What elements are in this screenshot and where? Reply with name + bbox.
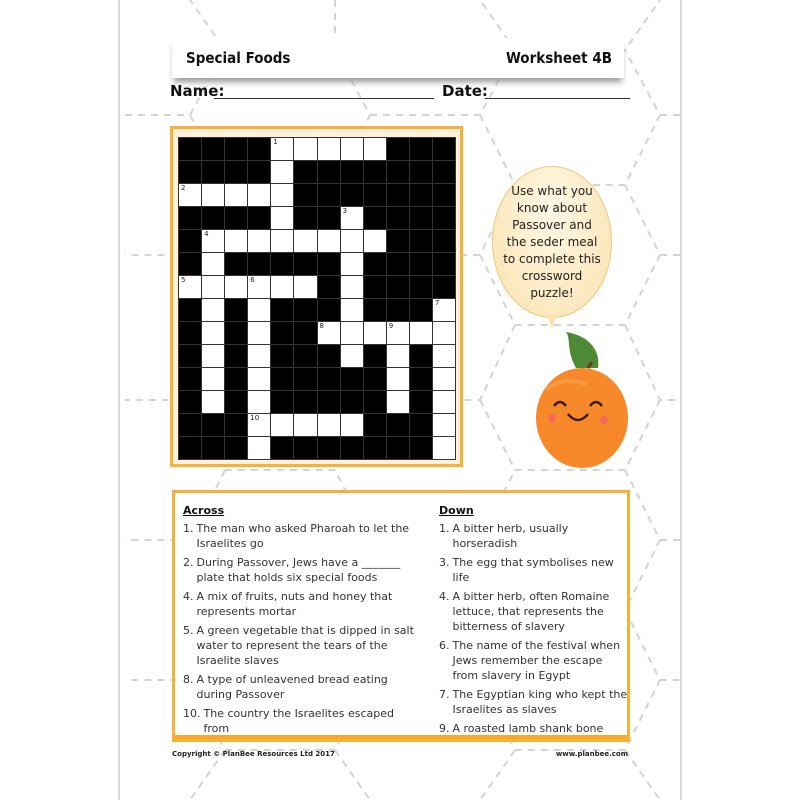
crossword-cell[interactable]: [433, 368, 455, 390]
crossword-block: [364, 207, 386, 229]
crossword-block: [410, 368, 432, 390]
across-clue: [183, 706, 423, 736]
crossword-cell[interactable]: [271, 161, 293, 183]
crossword-block: [225, 414, 247, 436]
clue-num: 1.: [183, 522, 194, 535]
crossword-cell[interactable]: [341, 207, 363, 229]
crossword-block: [410, 184, 432, 206]
crossword-block: [248, 207, 270, 229]
clue-text: The name of the festival when Jews remember the escape from slavery in Egypt: [452, 639, 621, 682]
crossword-block: [248, 161, 270, 183]
clue-text: A mix of fruits, nuts and honey that represents mortar: [196, 590, 393, 618]
crossword-block: [318, 368, 340, 390]
crossword-block: [318, 345, 340, 367]
crossword-block: [341, 184, 363, 206]
crossword-block: [225, 253, 247, 275]
crossword-cell[interactable]: [202, 253, 224, 275]
crossword-cell[interactable]: [179, 184, 201, 206]
crossword-block: [410, 414, 432, 436]
crossword-block: [179, 437, 201, 459]
crossword-block: [179, 391, 201, 413]
crossword-block: [318, 276, 340, 298]
crossword-block: [318, 207, 340, 229]
crossword-block: [294, 161, 316, 183]
crossword-block: [248, 138, 270, 160]
crossword-cell[interactable]: [202, 391, 224, 413]
crossword-block: [271, 391, 293, 413]
crossword-block: [202, 207, 224, 229]
crossword-block: [179, 138, 201, 160]
crossword-block: [294, 253, 316, 275]
crossword-block: [271, 345, 293, 367]
crossword-cell[interactable]: [318, 230, 340, 252]
crossword-cell[interactable]: [341, 414, 363, 436]
crossword-block: [341, 161, 363, 183]
clue-text: The country the Israelites escaped from: [203, 707, 395, 735]
crossword-block: [225, 138, 247, 160]
clue-text: During Passover, Jews have a _______ plate that holds six special foods: [196, 556, 401, 584]
crossword-block: [248, 253, 270, 275]
crossword-block: [179, 230, 201, 252]
across-clue: [183, 589, 423, 619]
crossword-cell[interactable]: [225, 184, 247, 206]
crossword-block: [179, 299, 201, 321]
clue-num: 6.: [439, 639, 450, 652]
crossword-cell[interactable]: [294, 414, 316, 436]
name-date-row: [170, 82, 630, 102]
crossword-block: [318, 299, 340, 321]
across-heading: Across: [183, 504, 225, 517]
crossword-cell[interactable]: [294, 230, 316, 252]
crossword-block: [294, 322, 316, 344]
crossword-block: [294, 184, 316, 206]
clue-num: 4.: [183, 590, 194, 603]
crossword-block: [433, 207, 455, 229]
crossword-cell[interactable]: [341, 345, 363, 367]
crossword-block: [433, 161, 455, 183]
crossword-block: [294, 207, 316, 229]
down-heading: Down: [439, 504, 474, 517]
crossword-block: [364, 391, 386, 413]
crossword-cell[interactable]: [271, 230, 293, 252]
clue-num: 4.: [439, 590, 450, 603]
crossword-block: [202, 414, 224, 436]
speech-bubble-text: Use what you know about Passover and the seder meal to complete this crossword puzzle!: [503, 183, 601, 300]
crossword-cell[interactable]: [248, 345, 270, 367]
crossword-cell[interactable]: [248, 414, 270, 436]
crossword-cell[interactable]: [433, 299, 455, 321]
across-clue: [183, 672, 423, 702]
clue-num: 8.: [183, 673, 194, 686]
clue-number: 9: [388, 322, 394, 330]
crossword-cell[interactable]: [271, 138, 293, 160]
down-clues: [439, 503, 629, 740]
crossword-block: [341, 391, 363, 413]
crossword-cell[interactable]: [294, 276, 316, 298]
worksheet-number: Worksheet 4B: [505, 49, 612, 67]
crossword-block: [225, 207, 247, 229]
crossword-block: [318, 161, 340, 183]
crossword-block: [202, 161, 224, 183]
crossword-block: [433, 276, 455, 298]
crossword-block: [387, 299, 409, 321]
crossword-grid: [178, 137, 456, 460]
peach-character-icon: [526, 330, 636, 470]
crossword-block: [410, 276, 432, 298]
clue-number: 3: [342, 207, 348, 215]
crossword-block: [364, 299, 386, 321]
clue-number: 8: [319, 322, 324, 330]
worksheet-title: Special Foods: [186, 49, 291, 67]
crossword-block: [225, 345, 247, 367]
crossword-block: [364, 437, 386, 459]
crossword-block: [387, 437, 409, 459]
crossword-cell[interactable]: [271, 414, 293, 436]
crossword-block: [387, 414, 409, 436]
crossword-cell[interactable]: [387, 368, 409, 390]
crossword-block: [179, 345, 201, 367]
crossword-block: [387, 184, 409, 206]
crossword-cell[interactable]: [341, 299, 363, 321]
crossword-cell[interactable]: [202, 184, 224, 206]
crossword-block: [225, 368, 247, 390]
crossword-cell[interactable]: [225, 230, 247, 252]
crossword-cell[interactable]: [433, 322, 455, 344]
crossword-cell[interactable]: [202, 345, 224, 367]
crossword-block: [410, 437, 432, 459]
crossword-block: [410, 161, 432, 183]
crossword-block: [179, 322, 201, 344]
crossword-block: [271, 322, 293, 344]
crossword-block: [433, 230, 455, 252]
crossword-block: [179, 414, 201, 436]
clue-text: The Egyptian king who kept the Israelites as slaves: [452, 688, 628, 716]
crossword-block: [364, 184, 386, 206]
crossword-cell[interactable]: [318, 414, 340, 436]
across-clues: [183, 503, 423, 740]
clue-num: 10.: [183, 707, 201, 720]
crossword-block: [410, 207, 432, 229]
crossword-block: [341, 368, 363, 390]
crossword-block: [387, 161, 409, 183]
crossword-cell[interactable]: [387, 345, 409, 367]
crossword-block: [318, 391, 340, 413]
date-label: Date:: [442, 82, 488, 100]
crossword-block: [225, 299, 247, 321]
clue-number: 4: [204, 230, 209, 238]
clue-num: 7.: [439, 688, 450, 701]
crossword-block: [410, 391, 432, 413]
clue-text: A green vegetable that is dipped in salt water to represent the tears of the Israelite slaves: [196, 624, 414, 667]
crossword-block: [225, 161, 247, 183]
crossword-block: [341, 437, 363, 459]
crossword-block: [318, 437, 340, 459]
name-label: Name:: [170, 82, 225, 100]
crossword-block: [318, 253, 340, 275]
name-field[interactable]: [214, 98, 434, 99]
crossword-cell[interactable]: [410, 322, 432, 344]
clue-num: 9.: [439, 722, 450, 735]
crossword-block: [387, 276, 409, 298]
clue-num: 2.: [183, 556, 194, 569]
clue-text: A type of unleavened bread eating during Passover: [196, 673, 388, 701]
crossword-cell[interactable]: [364, 322, 386, 344]
copyright-text: Copyright © PlanBee Resources Ltd 2017: [172, 750, 335, 758]
crossword-cell[interactable]: [271, 276, 293, 298]
clue-text: A bitter herb, usually horseradish: [452, 522, 569, 550]
across-clue: [183, 623, 423, 668]
crossword-cell[interactable]: [364, 138, 386, 160]
crossword-block: [225, 437, 247, 459]
crossword-block: [271, 437, 293, 459]
speech-bubble: [492, 166, 612, 318]
crossword-cell[interactable]: [294, 138, 316, 160]
crossword-cell[interactable]: [202, 322, 224, 344]
clue-num: 5.: [183, 624, 194, 637]
crossword-cell[interactable]: [433, 437, 455, 459]
crossword-block: [271, 299, 293, 321]
crossword-block: [225, 391, 247, 413]
clue-num: 3.: [439, 556, 450, 569]
crossword-block: [364, 253, 386, 275]
crossword-block: [364, 345, 386, 367]
crossword-cell[interactable]: [248, 322, 270, 344]
crossword-block: [387, 230, 409, 252]
crossword-block: [294, 368, 316, 390]
crossword-block: [294, 437, 316, 459]
crossword-cell[interactable]: [387, 322, 409, 344]
crossword-cell[interactable]: [248, 299, 270, 321]
crossword-block: [364, 161, 386, 183]
website-link[interactable]: www.planbee.com: [555, 750, 628, 758]
crossword-block: [271, 253, 293, 275]
crossword-block: [179, 207, 201, 229]
crossword-block: [271, 368, 293, 390]
crossword-block: [387, 138, 409, 160]
clue-number: 10: [250, 414, 260, 422]
clue-text: The man who asked Pharoah to let the Israelites go: [196, 522, 410, 550]
down-clue: [439, 721, 629, 736]
crossword-cell[interactable]: [248, 276, 270, 298]
crossword-block: [294, 391, 316, 413]
worksheet-header: [172, 38, 624, 78]
crossword-cell[interactable]: [318, 322, 340, 344]
crossword-block: [202, 138, 224, 160]
clue-number: 7: [434, 299, 440, 307]
crossword-block: [410, 230, 432, 252]
crossword-block: [410, 299, 432, 321]
crossword-cell[interactable]: [364, 230, 386, 252]
clue-text: The egg that symbolises new life: [452, 556, 614, 584]
down-clue: [439, 589, 629, 634]
crossword-cell[interactable]: [202, 299, 224, 321]
clues-box: [172, 490, 630, 742]
down-clue: [439, 638, 629, 683]
down-clue: [439, 521, 629, 551]
crossword-block: [433, 253, 455, 275]
crossword-cell[interactable]: [341, 230, 363, 252]
crossword-cell[interactable]: [202, 230, 224, 252]
crossword-block: [179, 368, 201, 390]
crossword-cell[interactable]: [271, 207, 293, 229]
clue-number: 5: [181, 276, 186, 284]
crossword-cell[interactable]: [179, 276, 201, 298]
crossword-cell[interactable]: [202, 276, 224, 298]
crossword-block: [179, 161, 201, 183]
crossword-block: [225, 322, 247, 344]
crossword-cell[interactable]: [341, 322, 363, 344]
crossword-block: [433, 184, 455, 206]
crossword-block: [387, 253, 409, 275]
clue-number: 1: [273, 138, 278, 146]
clue-text: A bitter herb, often Romaine lettuce, that represents the bitterness of slavery: [452, 590, 610, 633]
crossword-cell[interactable]: [248, 391, 270, 413]
crossword-block: [364, 368, 386, 390]
crossword-cell[interactable]: [433, 345, 455, 367]
clue-number: 2: [181, 184, 186, 192]
down-clue: [439, 687, 629, 717]
crossword-cell[interactable]: [248, 437, 270, 459]
date-field[interactable]: [485, 98, 630, 99]
across-clue: [183, 555, 423, 585]
crossword-cell[interactable]: [387, 391, 409, 413]
crossword-block: [202, 437, 224, 459]
crossword-cell[interactable]: [341, 276, 363, 298]
crossword-block: [179, 253, 201, 275]
crossword-cell[interactable]: [341, 253, 363, 275]
crossword-cell[interactable]: [433, 391, 455, 413]
crossword-block: [364, 414, 386, 436]
crossword-block: [364, 276, 386, 298]
crossword-cell[interactable]: [341, 138, 363, 160]
clue-number: 6: [250, 276, 255, 284]
across-clue: [183, 521, 423, 551]
crossword-block: [410, 345, 432, 367]
crossword-block: [294, 345, 316, 367]
crossword-block: [318, 184, 340, 206]
crossword-block: [410, 253, 432, 275]
clue-text: A roasted lamb shank bone: [452, 722, 604, 735]
crossword-cell[interactable]: [248, 368, 270, 390]
crossword-cell[interactable]: [271, 184, 293, 206]
crossword-cell[interactable]: [318, 138, 340, 160]
crossword-block: [294, 299, 316, 321]
crossword-cell[interactable]: [225, 276, 247, 298]
crossword-cell[interactable]: [248, 230, 270, 252]
speech-bubble-tail: [547, 315, 557, 329]
crossword-cell[interactable]: [433, 414, 455, 436]
down-clue: [439, 555, 629, 585]
crossword-block: [387, 207, 409, 229]
crossword-cell[interactable]: [202, 368, 224, 390]
crossword-block: [433, 138, 455, 160]
clue-num: 1.: [439, 522, 450, 535]
crossword-block: [410, 138, 432, 160]
crossword-cell[interactable]: [248, 184, 270, 206]
